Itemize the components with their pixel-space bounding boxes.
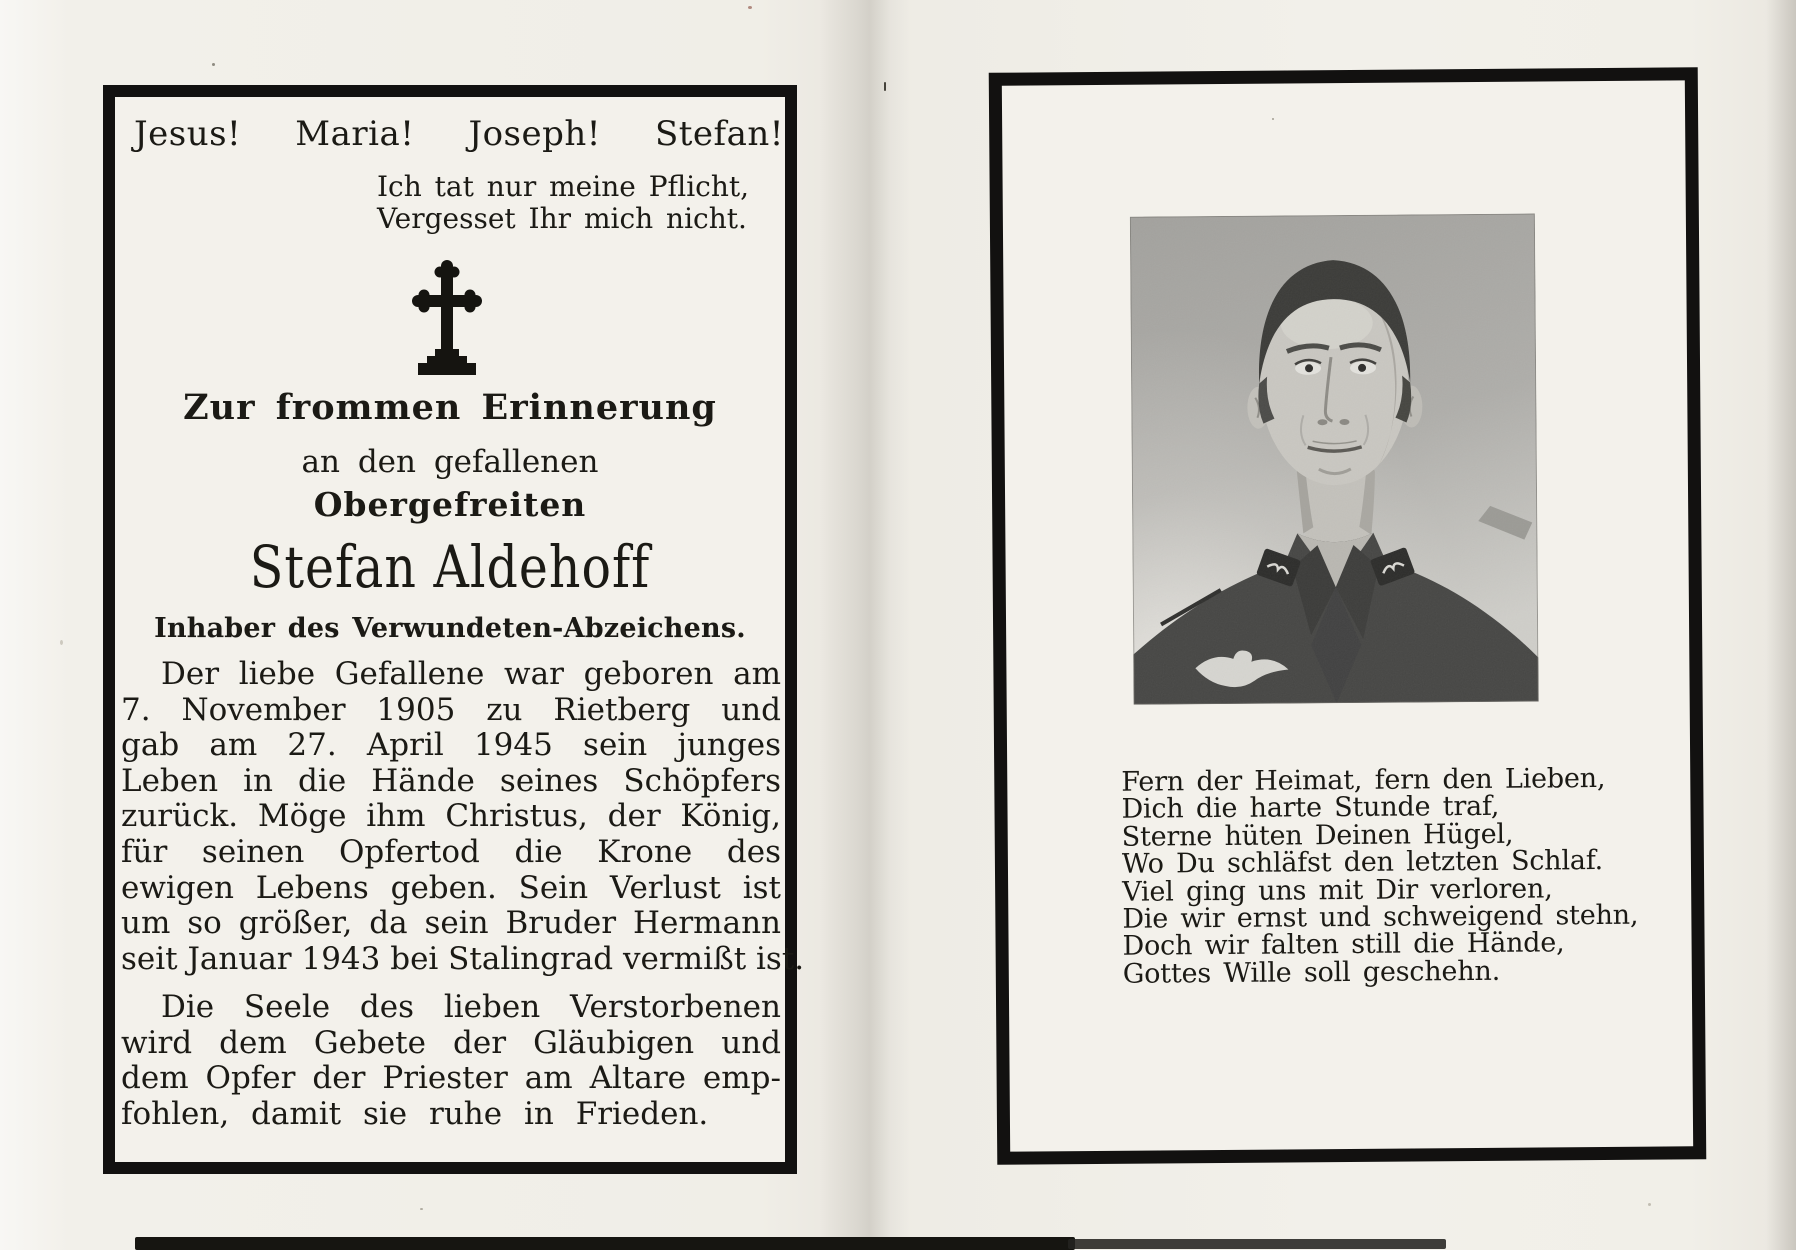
scan-edge-band [135, 1237, 1075, 1250]
poem-line: Die wir ernst und schweigend stehn, [1122, 899, 1639, 935]
biography-line: Leben in die Hände seines Schöpfers [121, 762, 781, 799]
biography-line: für seinen Opfertod die Krone des [121, 833, 781, 870]
paper-speck [748, 6, 752, 9]
paper-crease [820, 0, 910, 1250]
rank-heading: Obergefreiten [313, 485, 587, 524]
memorial-card-left-page [103, 85, 805, 1174]
memorial-poem [1121, 762, 1639, 990]
invocation-word: Jesus! [134, 114, 242, 154]
paper-speck [420, 1208, 423, 1210]
invocation-word: Joseph! [468, 114, 601, 154]
poem-line: Doch wir falten still die Hände, [1122, 927, 1565, 963]
motto [377, 171, 749, 235]
motto-line: Vergesset Ihr mich nicht. [377, 202, 747, 235]
paper-speck [884, 82, 886, 91]
biography-paragraph [121, 656, 805, 977]
soldier-portrait-photo [1130, 214, 1539, 705]
poem-line: Gottes Wille soll geschehn. [1122, 955, 1501, 990]
biography-line: Der liebe Gefallene war geboren am [161, 656, 781, 692]
poem-line: Sterne hüten Deinen Hügel, [1121, 818, 1514, 853]
biography-line: gab am 27. April 1945 sein junges [121, 727, 781, 764]
commendation-line: Die Seele des lieben Verstorbenen [161, 989, 781, 1025]
invocation-line [115, 114, 785, 154]
biography-line: ewigen Lebens geben. Sein Verlust ist [121, 869, 781, 906]
poem-line: Fern der Heimat, fern den Lieben, [1121, 762, 1606, 798]
biography-line: 7. November 1905 zu Rietberg und [121, 691, 781, 728]
scan-edge-band [1068, 1239, 1446, 1249]
cross-icon [410, 255, 484, 377]
paper-speck [212, 63, 215, 66]
paper-speck [1272, 118, 1274, 120]
biography-line: um so größer, da sein Bruder Hermann [121, 905, 781, 942]
deceased-name: Stefan Aldehoff [249, 534, 651, 602]
memorial-heading: Zur frommen Erinnerung [183, 387, 717, 428]
paper-speck [1648, 1203, 1651, 1206]
invocation-word: Stefan! [654, 114, 784, 154]
poem-line: Dich die harte Stunde traf, [1121, 791, 1500, 826]
commendation-paragraph [121, 990, 781, 1132]
paper-edge-shadow [1766, 0, 1796, 1250]
biography-line: zurück. Möge ihm Christus, der König, [121, 798, 781, 835]
biography-line: seit Januar 1943 bei Stalingrad vermißt ist. [121, 940, 805, 977]
commendation-line: fohlen, damit sie ruhe in Frieden. [121, 1095, 709, 1132]
memorial-card-right-page [989, 67, 1707, 1165]
commendation-line: dem Opfer der Priester am Altare emp- [121, 1060, 781, 1097]
motto-line: Ich tat nur meine Pflicht, [377, 170, 750, 203]
commendation-line: wird dem Gebete der Gläubigen und [121, 1024, 781, 1061]
poem-line: Wo Du schläfst den letzten Schlaf. [1121, 845, 1604, 880]
honor-line: Inhaber des Verwundeten-Abzeichens. [154, 613, 746, 644]
dedication-line: an den gefallenen [301, 444, 599, 480]
invocation-word: Maria! [295, 114, 415, 154]
paper-speck [60, 640, 63, 645]
poem-line: Viel ging uns mit Dir verloren, [1122, 873, 1553, 908]
